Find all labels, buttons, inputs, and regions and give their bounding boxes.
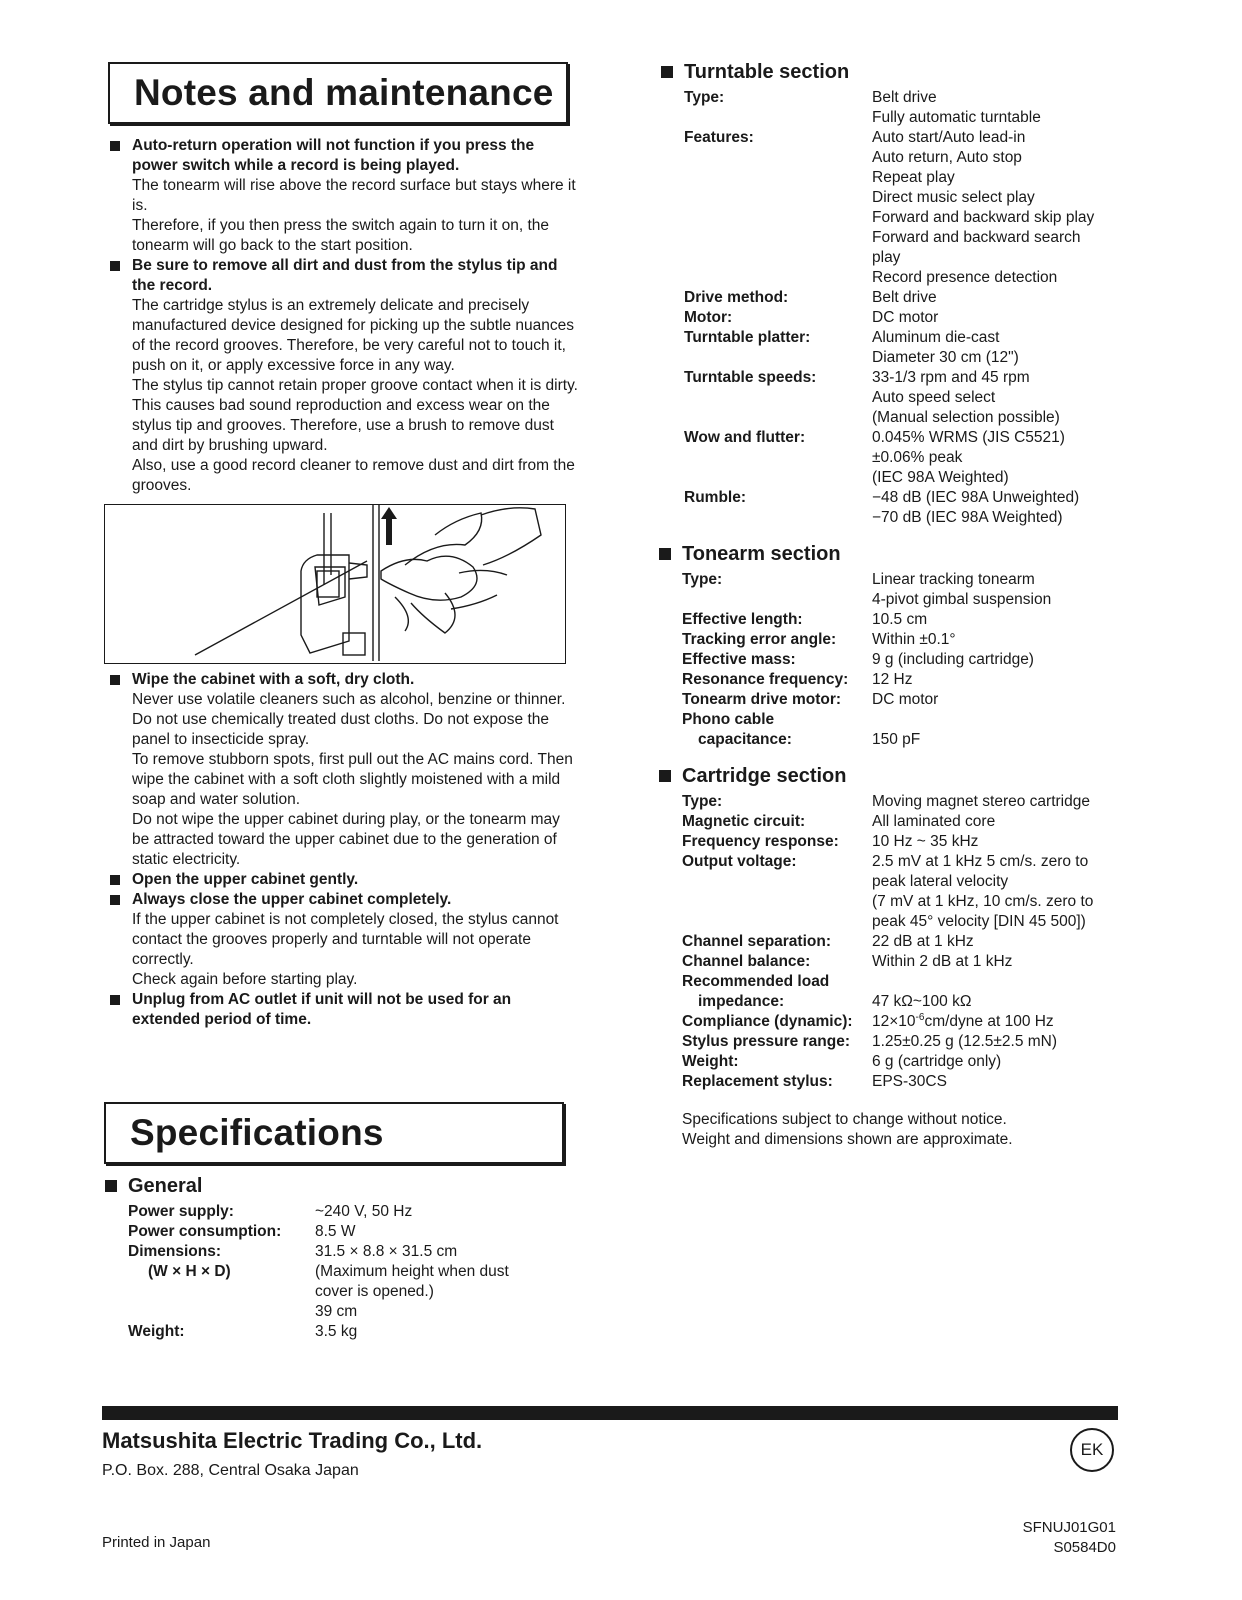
compliance-exponent: -6 (915, 1011, 925, 1023)
spec-value: 2.5 mV at 1 kHz 5 cm/s. zero to (872, 853, 1089, 870)
spec-row (684, 488, 1094, 528)
spec-value: Direct music select play (872, 189, 1035, 206)
general-section (104, 1174, 574, 1342)
spec-row (684, 368, 1094, 428)
spec-value: ±0.06% peak (872, 449, 963, 466)
spec-value: 3.5 kg (315, 1323, 358, 1340)
note-text: Never use volatile cleaners such as alcohol, benzine or thinner. (132, 691, 566, 708)
spec-label-text: Dimensions: (128, 1243, 222, 1260)
spec-label-text: Recommended load (682, 973, 830, 990)
spec-label: Wow and flutter: (684, 429, 806, 446)
spec-row (682, 852, 1093, 932)
spec-label: Resonance frequency: (682, 671, 849, 688)
spec-row (682, 832, 1093, 852)
spec-value: Forward and backward search (872, 229, 1081, 246)
spec-label: Tracking error angle: (682, 631, 837, 648)
spec-value: Auto return, Auto stop (872, 149, 1022, 166)
spec-value: Record presence detection (872, 269, 1058, 286)
note-item-5 (108, 890, 578, 990)
spec-label: Type: (684, 89, 725, 106)
spec-row (684, 328, 1094, 368)
ek-region-badge (1070, 1428, 1114, 1472)
general-heading-text: General (128, 1175, 203, 1197)
bullet-square-icon (659, 548, 671, 560)
spec-label: Turntable platter: (684, 329, 811, 346)
spec-value: Diameter 30 cm (12") (872, 349, 1019, 366)
spec-label-sub: impedance: (698, 993, 785, 1010)
note-text: Do not use chemically treated dust cloths. Do not expose the panel to insecticide spray. (132, 711, 550, 748)
spec-value: (Manual selection possible) (872, 409, 1060, 426)
turntable-section (660, 60, 1140, 528)
bullet-square-icon (110, 995, 120, 1005)
spec-label: Features: (684, 129, 754, 146)
spec-value: 0.045% WRMS (JIS C5521) (872, 429, 1065, 446)
note-text: Also, use a good record cleaner to remove dust and dirt from the grooves. (132, 457, 575, 494)
spec-label: Power consumption: (128, 1223, 282, 1240)
spec-value: −48 dB (IEC 98A Unweighted) (872, 489, 1080, 506)
printed-in: Printed in Japan (102, 1534, 211, 1551)
note-text: If the upper cabinet is not completely closed, the stylus cannot contact the grooves properly and turntable will not operate correctly. (132, 911, 559, 968)
spec-value: 39 cm (315, 1303, 358, 1320)
bullet-square-icon (110, 895, 120, 905)
general-heading (104, 1174, 574, 1198)
spec-label: Drive method: (684, 289, 789, 306)
spec-value: cover is opened.) (315, 1283, 434, 1300)
document-code: S0584D0 (1053, 1539, 1116, 1556)
note-item-3 (108, 670, 578, 870)
notes-title-box (108, 62, 568, 124)
spec-row (682, 710, 1051, 750)
spec-row (684, 128, 1094, 288)
spec-label: Type: (682, 793, 723, 810)
specs-notice (682, 1110, 1013, 1150)
spec-row (128, 1322, 509, 1342)
stylus-cleaning-illustration (104, 504, 566, 664)
spec-label: Compliance (dynamic): (682, 1013, 853, 1030)
compliance-unit: cm/dyne at 100 Hz (924, 1013, 1054, 1030)
spec-label: Effective length: (682, 611, 803, 628)
spec-value: 4-pivot gimbal suspension (872, 591, 1052, 608)
notice-line: Weight and dimensions shown are approximate. (682, 1131, 1013, 1148)
spec-label: Stylus pressure range: (682, 1033, 850, 1050)
note-text: Check again before starting play. (132, 971, 358, 988)
spec-value: DC motor (872, 691, 939, 708)
bullet-square-icon (661, 66, 673, 78)
document-code: SFNUJ01G01 (1022, 1519, 1116, 1536)
spec-value: (Maximum height when dust (315, 1263, 509, 1280)
bullet-square-icon (659, 770, 671, 782)
spec-value: 1.25±0.25 g (12.5±2.5 mN) (872, 1033, 1058, 1050)
spec-row (682, 1032, 1093, 1052)
spec-value: peak 45° velocity [DIN 45 500]) (872, 913, 1086, 930)
stylus-brush-drawing-icon (105, 505, 564, 662)
spec-row (682, 670, 1051, 690)
spec-value: 10 Hz ~ 35 kHz (872, 833, 979, 850)
spec-row (684, 288, 1094, 308)
spec-row (128, 1222, 509, 1242)
spec-label: Frequency response: (682, 833, 839, 850)
bullet-square-icon (110, 875, 120, 885)
spec-row (682, 972, 1093, 1012)
spec-row (684, 88, 1094, 128)
spec-value: 150 pF (872, 731, 921, 748)
note-heading: Auto-return operation will not function if you press the power switch while a record is being played. (132, 137, 535, 174)
note-item-6 (108, 990, 578, 1030)
spec-row (684, 428, 1094, 488)
spec-value: ~240 V, 50 Hz (315, 1203, 413, 1220)
note-text: Do not wipe the upper cabinet during play, or the tonearm may be attracted toward the upper cabinet due to the generation of static electricity. (132, 811, 560, 868)
spec-label-sub: (W × H × D) (148, 1263, 231, 1280)
spec-label: Rumble: (684, 489, 746, 506)
specifications-title: Specifications (130, 1112, 384, 1153)
spec-row (682, 1052, 1093, 1072)
specifications-title-box (104, 1102, 564, 1164)
tonearm-heading-text: Tonearm section (682, 543, 841, 565)
spec-value: (7 mV at 1 kHz, 10 cm/s. zero to (872, 893, 1094, 910)
spec-value: Forward and backward skip play (872, 209, 1095, 226)
spec-row (682, 650, 1051, 670)
spec-row (682, 690, 1051, 710)
company-name: Matsushita Electric Trading Co., Ltd. (102, 1428, 483, 1453)
notice-line: Specifications subject to change without notice. (682, 1111, 1007, 1128)
note-text: Therefore, if you then press the switch again to turn it on, the tonearm will go back to the start position. (132, 217, 550, 254)
spec-label: Tonearm drive motor: (682, 691, 842, 708)
spec-value: 12 Hz (872, 671, 913, 688)
spec-value: EPS-30CS (872, 1073, 947, 1090)
spec-label: Weight: (128, 1323, 185, 1340)
note-heading: Be sure to remove all dirt and dust from the stylus tip and the record. (132, 257, 558, 294)
spec-label (682, 710, 872, 750)
spec-label: Magnetic circuit: (682, 813, 806, 830)
spec-row (682, 610, 1051, 630)
note-text: The stylus tip cannot retain proper groove contact when it is dirty. This causes bad sound reproduction and excess wear on the stylus tip and grooves. Therefore, use a brush to remove dust and dirt by brushing upward. (132, 377, 578, 454)
note-text: The tonearm will rise above the record surface but stays where it is. (132, 177, 576, 214)
tonearm-section (658, 542, 1138, 750)
spec-row (682, 1072, 1093, 1092)
spec-label: Weight: (682, 1053, 739, 1070)
spec-label: Motor: (684, 309, 733, 326)
spec-value (872, 1012, 1093, 1032)
tonearm-spec-table (682, 570, 1051, 750)
spec-row (682, 932, 1093, 952)
spec-value: Fully automatic turntable (872, 109, 1041, 126)
spec-value: (IEC 98A Weighted) (872, 469, 1009, 486)
spec-label: Effective mass: (682, 651, 796, 668)
spec-label: Channel separation: (682, 933, 831, 950)
note-item-2 (108, 256, 578, 496)
note-heading: Unplug from AC outlet if unit will not be used for an extended period of time. (132, 991, 512, 1028)
bullet-square-icon (105, 1180, 117, 1192)
spec-value: play (872, 249, 901, 266)
spec-value: Auto speed select (872, 389, 996, 406)
spec-value: Within 2 dB at 1 kHz (872, 953, 1013, 970)
spec-value: Repeat play (872, 169, 955, 186)
note-text: To remove stubborn spots, first pull out the AC mains cord. Then wipe the cabinet with a soft cloth slightly moistened with a mild soap and water solution. (132, 751, 573, 808)
spec-value: 33-1/3 rpm and 45 rpm (872, 369, 1030, 386)
spec-label: Turntable speeds: (684, 369, 817, 386)
bullet-square-icon (110, 141, 120, 151)
turntable-heading-text: Turntable section (684, 61, 850, 83)
spec-row (682, 792, 1093, 812)
ek-badge-text: EK (1080, 1440, 1104, 1459)
spec-value: −70 dB (IEC 98A Weighted) (872, 509, 1063, 526)
cartridge-section (658, 764, 1138, 1092)
spec-value: Belt drive (872, 89, 937, 106)
spec-row (128, 1242, 509, 1322)
spec-row (684, 308, 1094, 328)
notes-title: Notes and maintenance (134, 72, 554, 113)
cartridge-heading-text: Cartridge section (682, 765, 847, 787)
spec-label-text: Phono cable (682, 711, 775, 728)
spec-value: Linear tracking tonearm (872, 571, 1035, 588)
spec-row (682, 570, 1051, 610)
spec-value: 47 kΩ~100 kΩ (872, 993, 972, 1010)
cartridge-spec-table (682, 792, 1093, 1092)
bullet-square-icon (110, 261, 120, 271)
spec-value: 6 g (cartridge only) (872, 1053, 1002, 1070)
spec-row (128, 1202, 509, 1222)
compliance-base: 12×10 (872, 1013, 916, 1030)
spec-row (682, 630, 1051, 650)
spec-label: Power supply: (128, 1203, 234, 1220)
general-spec-table (128, 1202, 509, 1342)
note-heading: Always close the upper cabinet completely. (132, 891, 452, 908)
note-item-1 (108, 136, 578, 256)
spec-value: 10.5 cm (872, 611, 928, 628)
spec-label: Type: (682, 571, 723, 588)
document-codes (1023, 1518, 1116, 1558)
cartridge-heading (658, 764, 1138, 788)
spec-value: 9 g (including cartridge) (872, 651, 1034, 668)
spec-row (682, 952, 1093, 972)
spec-value: Within ±0.1° (872, 631, 956, 648)
spec-label (682, 972, 872, 1012)
turntable-spec-table (684, 88, 1094, 528)
spec-row (682, 1012, 1093, 1032)
spec-value: 8.5 W (315, 1223, 356, 1240)
note-heading: Wipe the cabinet with a soft, dry cloth. (132, 671, 415, 688)
spec-row (682, 812, 1093, 832)
spec-label: Channel balance: (682, 953, 811, 970)
spec-value: Belt drive (872, 289, 937, 306)
footer-rule (102, 1406, 1118, 1420)
spec-value: 22 dB at 1 kHz (872, 933, 974, 950)
spec-label: Output voltage: (682, 853, 797, 870)
spec-label: Replacement stylus: (682, 1073, 833, 1090)
company-address: P.O. Box. 288, Central Osaka Japan (102, 1462, 359, 1479)
note-item-4 (108, 870, 578, 890)
spec-value: 31.5 × 8.8 × 31.5 cm (315, 1243, 458, 1260)
spec-value: Aluminum die-cast (872, 329, 1000, 346)
spec-label (128, 1242, 315, 1322)
spec-value: All laminated core (872, 813, 996, 830)
spec-value: Moving magnet stereo cartridge (872, 793, 1090, 810)
turntable-heading (660, 60, 1140, 84)
spec-label-sub: capacitance: (698, 731, 792, 748)
note-heading: Open the upper cabinet gently. (132, 871, 359, 888)
note-text: The cartridge stylus is an extremely delicate and precisely manufactured device designed for picking up the subtle nuances of the record grooves. Therefore, be very careful not to touch it, push on it, or apply excessive force in any way. (132, 297, 575, 374)
spec-value: peak lateral velocity (872, 873, 1009, 890)
spec-value: Auto start/Auto lead-in (872, 129, 1026, 146)
bullet-square-icon (110, 675, 120, 685)
spec-value: DC motor (872, 309, 939, 326)
notes-column (108, 136, 578, 1030)
tonearm-heading (658, 542, 1138, 566)
